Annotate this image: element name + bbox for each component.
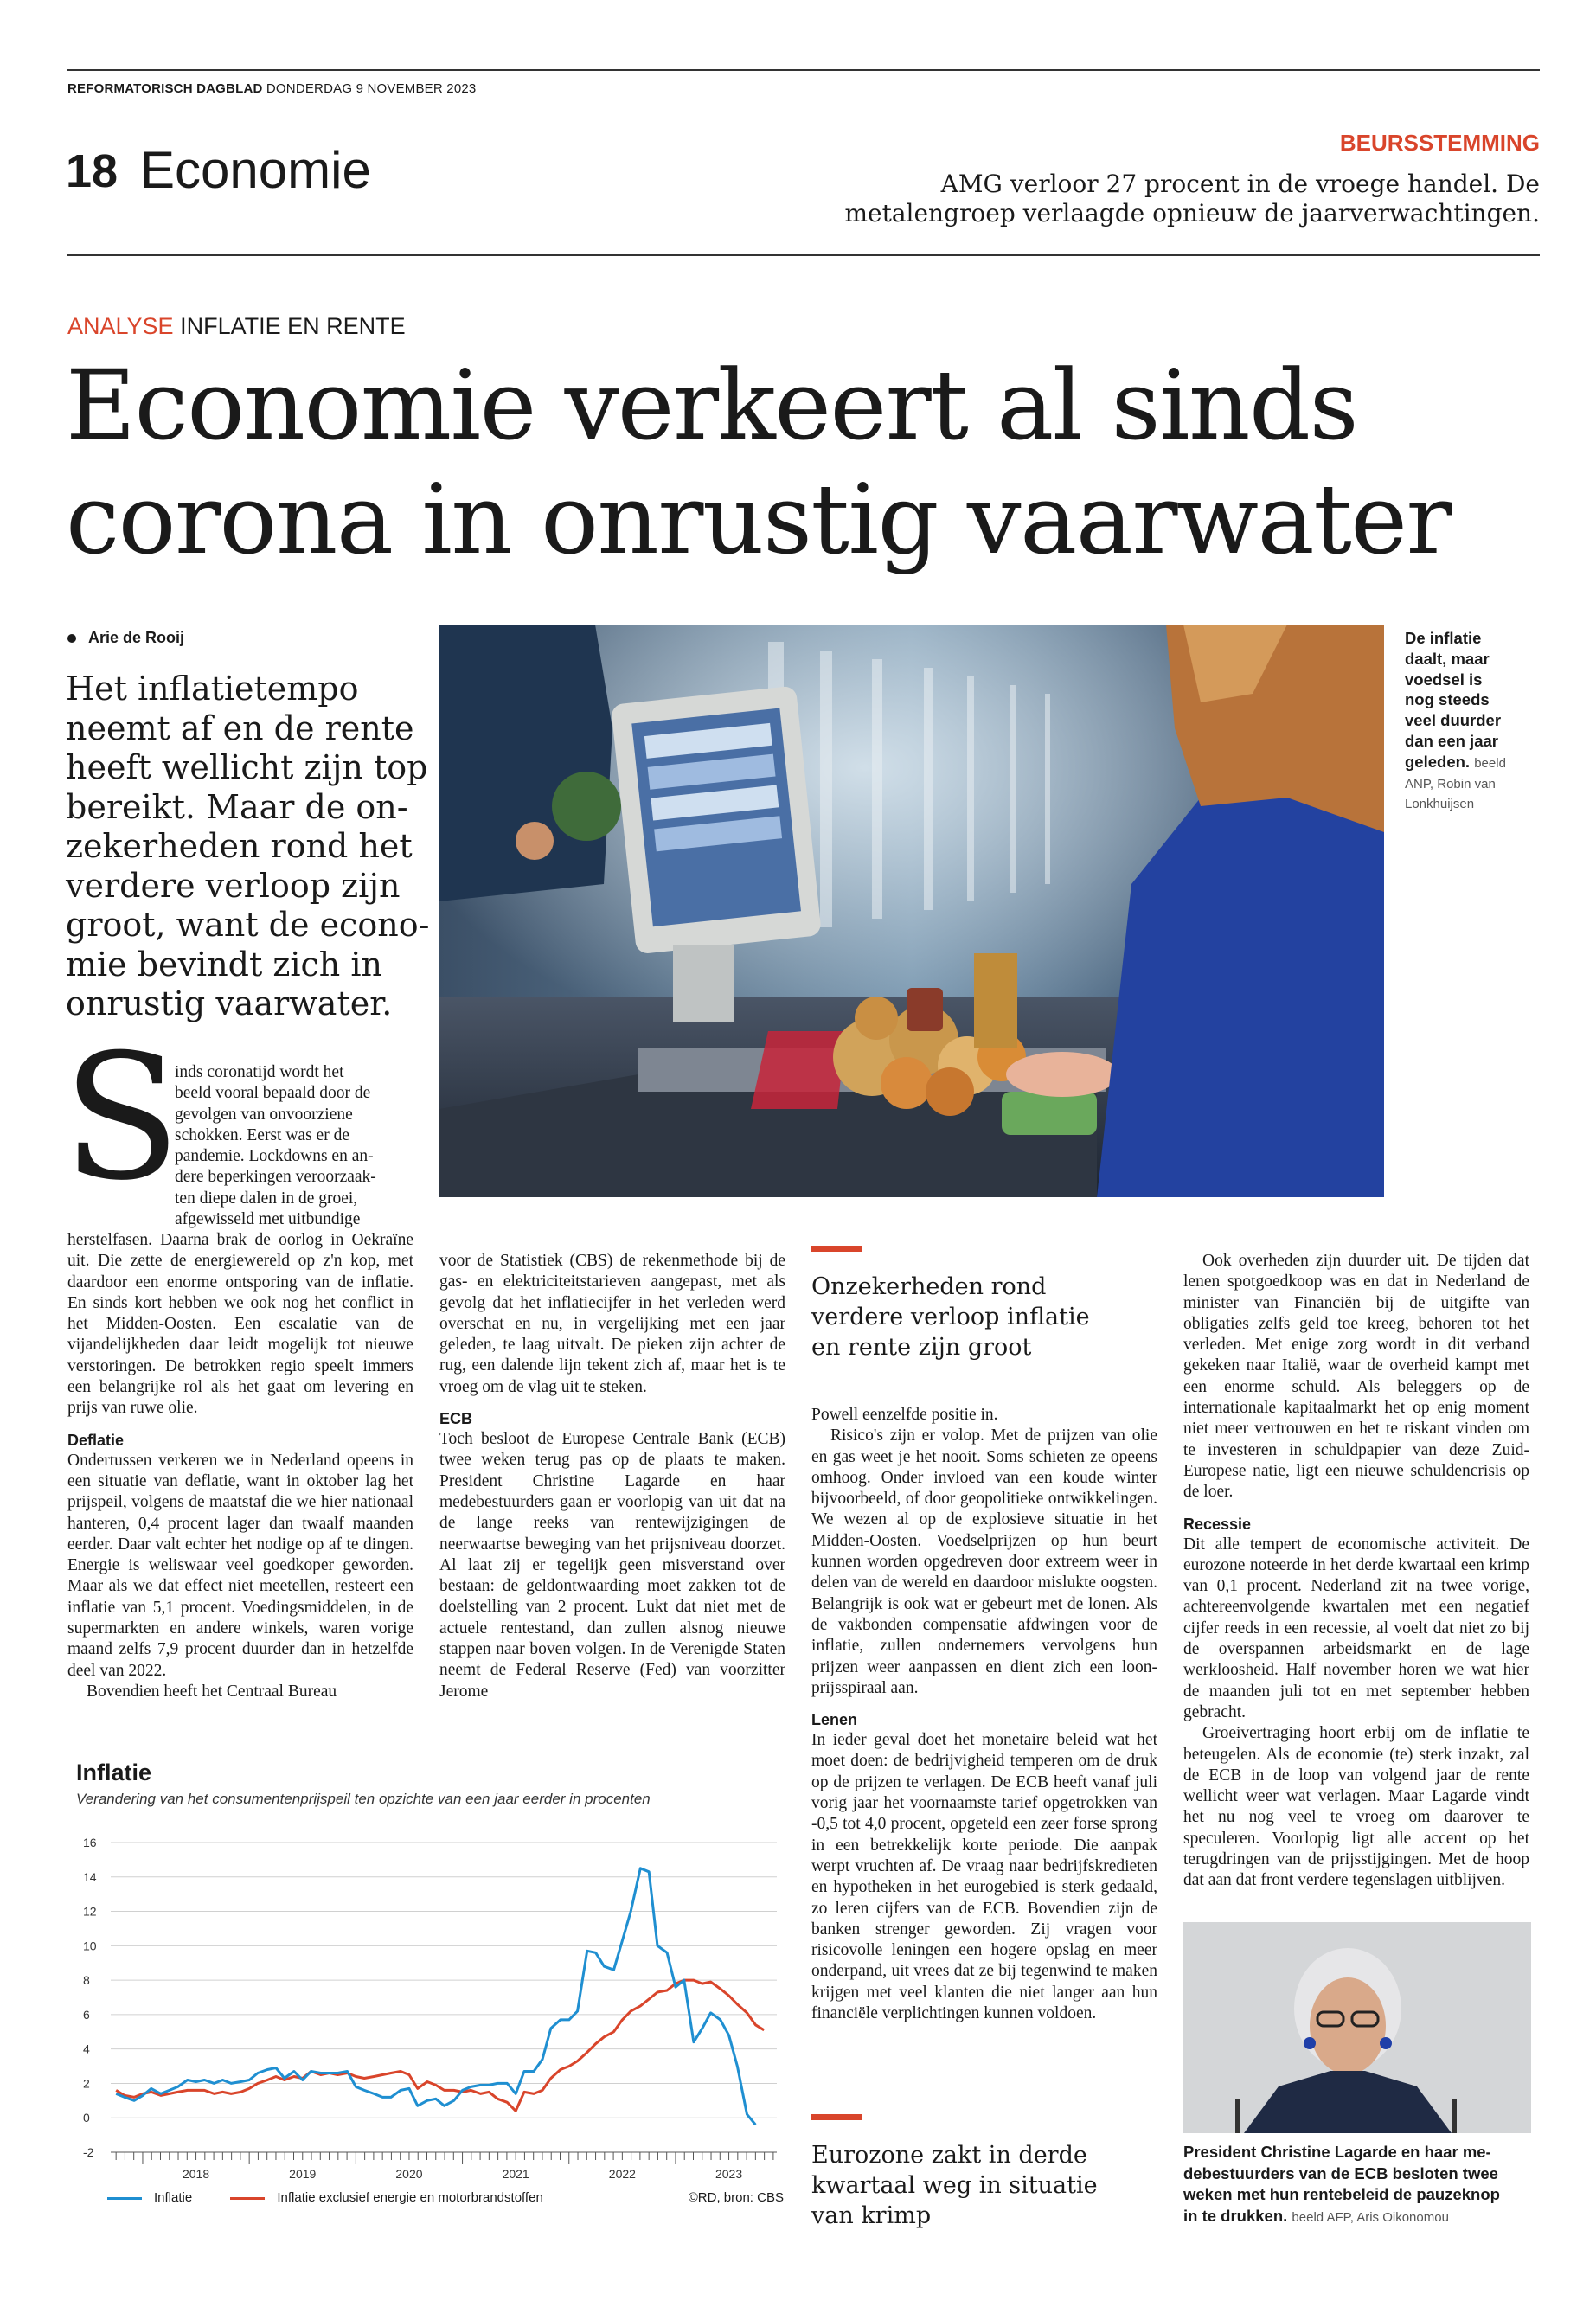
legend-item-inflatie xyxy=(107,2190,192,2205)
intro-line: neemt af en de rente xyxy=(66,708,414,747)
text-line: gevolgen van onvoorziene xyxy=(175,1105,353,1124)
y-tick-label: -2 xyxy=(83,2145,94,2159)
lagarde-photo-illustration xyxy=(1183,1922,1531,2133)
byline xyxy=(67,629,184,647)
caption-line: geleden. xyxy=(1405,752,1471,771)
y-tick-label: 10 xyxy=(83,1939,97,1953)
beurs-text xyxy=(761,170,1540,228)
column-4 xyxy=(1183,1251,1529,1892)
photo-credit: beeld AFP, Aris Oikonomou xyxy=(1292,2209,1449,2225)
headline xyxy=(66,349,1451,578)
headline-line: corona in onrustig vaarwater xyxy=(66,465,1452,576)
paragraph: Risico's zijn er volop. Met de prijzen van olie en gas weet je het nooit. Soms schieten ze opeens omhoog. Onder invloed van een koude winter bijvoorbeeld, of door geopolitieke ontwikkelingen. We wezen al op de explosieve situatie in het Midden-Oosten. Voedselprijzen op hun beurt kunnen worden opgedreven door extreem weer in delen van de wereld en daardoor mislukte oogsten. Belangrijk is ook wat er gebeurt met de lonen. Als de vakbonden compensatie afdwingen voor de inflatie, zullen ondernemers vervolgens hun prijzen weer aanpassen en dient zich een loon-prijsspiraal aan. xyxy=(811,1426,1157,1697)
y-tick-label: 14 xyxy=(83,1869,97,1884)
subhead-marker xyxy=(811,2114,862,2120)
paragraph: Ondertussen verkeren we in Nederland opeens in een situatie van deflatie, want in oktober lag het prijspeil, volgens de maatstaf die we hier nationaal hanteren, 0,4 procent lager dan twaalf maanden eerder. Daar valt echter het nodige op af te dingen. Energie is weliswaar veel goedkoper geworden. Maar als we dat effect niet meetellen, resteert een inflatie van 5,1 procent. Voedingsmiddelen, in de supermarkten en andere winkels, waren vorige maand zelfs 7,9 procent duurder dan in hetzelfde deel van 2022. xyxy=(67,1451,413,1680)
x-tick-label: 2019 xyxy=(289,2167,317,2181)
chart-subtitle: Verandering van het consumentenprijspeil ten opzichte van een jaar eerder in procenten xyxy=(76,1791,651,1807)
kicker xyxy=(67,313,406,340)
paragraph: Groeivertraging hoort erbij om de inflatie te beteugelen. Als de economie (te) sterk inzakt, zal de ECB in de loop van volgend jaar de rente wellicht weer wat verlagen. Maar Lagarde vindt het nu nog veel te vroeg om daarover te speculeren. Voorlopig ligt alle accent op het terugdringen van de prijsstijgingen. Met de hoop dat aan dat front verdere tegenslagen uitblijven. xyxy=(1183,1724,1529,1890)
photo-credit-label: beeld xyxy=(1474,755,1506,771)
paragraph: Toch besloot de Europese Centrale Bank (ECB) twee weken terug pas op de plaats te maken. President Christine Lagarde en haar medebestuurders gaan er voorlopig van uit dat na de lange reeks van rentewijzigingen de neerwaartse beweging van het prijsniveau doorzet. Al laat zij er tegelijk geen misverstand over bestaan: de geldontwaarding moet zakken tot de doelstelling van 2 procent. Lukt dat niet met de actuele rentestand, dan zullen alsnog nieuwe stappen naar boven volgen. In de Verenigde Staten neemt de Federal Reserve (Fed) van voorzitter Jerome xyxy=(439,1430,785,1701)
masthead-paper: REFORMATORISCH DAGBLAD xyxy=(67,81,263,96)
beurs-line: AMG verloor 27 procent in de vroege handel. De xyxy=(940,170,1540,198)
x-tick-label: 2018 xyxy=(182,2167,210,2181)
photo-credit: Lonkhuijsen xyxy=(1405,797,1475,812)
chart-title: Inflatie xyxy=(76,1759,152,1785)
legend-swatch xyxy=(107,2197,142,2200)
text-line: schokken. Eerst was er de xyxy=(175,1125,349,1144)
caption-line: De inflatie xyxy=(1405,629,1482,647)
caption-line: debestuurders van de ECB besloten twee xyxy=(1183,2163,1498,2182)
dropcap: S xyxy=(62,1017,182,1219)
intro-line: heeft wellicht zijn top xyxy=(66,748,428,786)
byline-bullet xyxy=(67,634,76,643)
kicker-topic: INFLATIE EN RENTE xyxy=(180,313,406,339)
series-line-inflatie-excl-energie xyxy=(116,1980,764,2111)
column-1 xyxy=(67,1230,413,1702)
text-line: inds coronatijd wordt het xyxy=(175,1063,344,1081)
inflation-chart xyxy=(67,1808,785,2214)
photo1-caption xyxy=(1405,628,1552,815)
pullquote-line: verdere verloop inflatie xyxy=(811,1304,1090,1330)
paragraph: Ook overheden zijn duurder uit. De tijden dat lenen spotgoedkoop was en dat in Nederland de minister van Financiën bij de uitgifte van obligaties zelfs geld toe kreeg, behoren tot het verleden. Met enige zorg wordt in dit verband gekeken naar Italië, waar de overheid kampt met een enorme schuld. Als beleggers op de internationale kapitaalmarkt het op enig moment niet meer vertrouwen en het te riskant vinden om te investeren in schuldpapier van deze Zuid-Europese natie, ligt een nieuwe schuldencrisis op de loer. xyxy=(1183,1252,1529,1502)
caption-line: in te drukken. xyxy=(1183,2206,1288,2225)
caption-line: dan een jaar xyxy=(1405,731,1498,750)
photo-credit: ANP, Robin van xyxy=(1405,776,1496,792)
author-name: Arie de Rooij xyxy=(88,629,185,646)
chart-legend xyxy=(107,2190,543,2205)
text-line: pandemie. Lockdowns en an- xyxy=(175,1147,374,1166)
paragraph: In ieder geval doet het monetaire beleid wat het moet doen: de bedrijvigheid temperen om de druk op de prijzen te verlagen. De ECB heeft vanaf juli vorig jaar het voornaamste tarief opgetrokken van -0,5 tot 4,0 procent, opgeteld een zeer forse sprong in een betrekkelijk korte periode. Die aanpak werpt vruchten af. De vraag naar bedrijfskredieten en hypotheken in het eurogebied is sterk gedaald, zo leren cijfers van de ECB. Bovendien zijn de banken strenger geworden. Zij vragen voor risicovolle leningen een hogere opslag en meer onderpand, uit vrees dat ze bij tegenwind te maken krijgen met veel klanten die niet langer aan hun financiële verplichtingen kunnen voldoen. xyxy=(811,1731,1157,2023)
subheading-recessie: Recessie xyxy=(1183,1515,1252,1533)
pullquote-line: kwartaal weg in situatie xyxy=(811,2172,1098,2199)
y-tick-label: 6 xyxy=(83,2007,90,2022)
legend-swatch xyxy=(230,2197,265,2200)
y-tick-label: 8 xyxy=(83,1973,90,1988)
y-tick-label: 2 xyxy=(83,2076,90,2091)
paragraph: Dit alle tempert de economische activiteit. De eurozone noteerde in het derde kwartaal een krimp van 0,1 procent. Nederland zit na twee vorige, achtereenvolgende kwartalen met een negatief cijfer reeds in een recessie, al voelt dat niet zo bij de overspannen arbeidsmarkt en de lage werkloosheid. Half november horen we wat hier de maanden juli tot en met september hebben gebracht. xyxy=(1183,1535,1529,1721)
chart-source: ©RD, bron: CBS xyxy=(688,2190,784,2205)
col1-drop-lines xyxy=(175,1062,398,1230)
y-tick-label: 4 xyxy=(83,2041,90,2056)
intro-line: mie bevindt zich in xyxy=(66,945,382,984)
intro-line: bereikt. Maar de on- xyxy=(66,787,408,826)
masthead-line xyxy=(67,81,476,96)
subheading-deflatie: Deflatie xyxy=(67,1431,125,1449)
y-tick-label: 16 xyxy=(83,1836,97,1849)
kicker-red: ANALYSE xyxy=(67,313,174,339)
pullquote-line: Onzekerheden rond xyxy=(811,1273,1047,1300)
text-line: beeld vooral bepaald door de xyxy=(175,1084,371,1103)
pullquote-line: van krimp xyxy=(811,2202,932,2229)
photo2-caption xyxy=(1183,2142,1547,2228)
paragraph: Powell eenzelfde positie in. xyxy=(811,1406,998,1424)
text-line: afgewisseld met uitbundige xyxy=(175,1210,361,1229)
intro-line: zekerheden rond het xyxy=(66,827,413,865)
subheading-ecb: ECB xyxy=(439,1410,473,1428)
y-tick-label: 0 xyxy=(83,2111,90,2125)
headline-line: Economie verkeert al sinds xyxy=(66,350,1358,462)
paragraph: voor de Statistiek (CBS) de rekenmethode bij de gas- en elektriciteitstarieven aangepast, met als gevolg dat het inflatiecijfer in het verleden werd overschat en nu, in vergelijking met een jaar geleden, te laag uitvalt. De pieken zijn achter de rug, een dalende lijn tekent zich af, maar het is te vroeg om de vlag uit te steken. xyxy=(439,1252,785,1396)
caption-line: daalt, maar xyxy=(1405,649,1490,668)
caption-line: President Christine Lagarde en haar me- xyxy=(1183,2143,1491,2161)
caption-line: voedsel is xyxy=(1405,670,1483,689)
header-bottom-rule xyxy=(67,254,1540,256)
section-title: Economie xyxy=(140,141,371,199)
pullquote-line: en rente zijn groot xyxy=(811,1334,1032,1361)
pullquote-1 xyxy=(811,1272,1090,1362)
y-tick-label: 12 xyxy=(83,1904,97,1919)
lagarde-photo xyxy=(1183,1922,1531,2133)
subhead-marker xyxy=(811,1246,862,1252)
legend-label: Inflatie xyxy=(154,2190,193,2205)
paragraph: herstelfasen. Daarna brak de oorlog in Oekraïne uit. Die zette de energiewereld op z'n kop, met daardoor een enorme ontsporing van de inflatie. En sinds kort hebben we ook nog het conflict in het Midden-Oosten. Een escalatie van de vijandelijkheden daar leidt mogelijk tot nieuwe verstoringen. De betrokken regio speelt immers een belangrijke rol als het gaat om levering en prijs van ruwe olie. xyxy=(67,1231,413,1418)
beurs-line: metalengroep verlaagde opnieuw de jaarverwachtingen. xyxy=(844,199,1540,228)
x-tick-label: 2021 xyxy=(502,2167,529,2181)
page-number: 18 xyxy=(66,145,119,197)
pullquote-line: Eurozone zakt in derde xyxy=(811,2142,1087,2169)
text-line: ten diepe dalen in de groei, xyxy=(175,1189,358,1208)
intro-line: onrustig vaarwater. xyxy=(66,984,393,1022)
paragraph: Bovendien heeft het Centraal Bureau xyxy=(87,1682,337,1701)
caption-line: nog steeds xyxy=(1405,690,1490,709)
legend-item-core xyxy=(230,2190,542,2205)
column-2 xyxy=(439,1251,785,1702)
legend-label: Inflatie exclusief energie en motorbrandstoffen xyxy=(277,2190,543,2205)
supermarket-photo-illustration xyxy=(439,625,1384,1197)
caption-line: veel duurder xyxy=(1405,711,1502,730)
intro-line: Het inflatietempo xyxy=(66,670,359,708)
text-line: dere beperkingen veroorzaak- xyxy=(175,1168,376,1187)
x-tick-label: 2022 xyxy=(608,2167,636,2181)
supermarket-photo xyxy=(439,625,1384,1197)
subheading-lenen: Lenen xyxy=(811,1711,858,1729)
beurs-label: BEURSSTEMMING xyxy=(1339,130,1540,156)
pullquote-2 xyxy=(811,2140,1098,2231)
column-3 xyxy=(811,1405,1157,2024)
x-tick-label: 2020 xyxy=(395,2167,423,2181)
intro-line: verdere verloop zijn xyxy=(66,866,401,905)
intro xyxy=(66,670,429,1024)
caption-line: weken met hun rentebeleid de pauzeknop xyxy=(1183,2185,1500,2203)
masthead-top-rule xyxy=(67,69,1540,71)
x-tick-label: 2023 xyxy=(715,2167,743,2181)
masthead-date: DONDERDAG 9 NOVEMBER 2023 xyxy=(266,81,477,96)
intro-line: groot, want de econo- xyxy=(66,906,430,944)
